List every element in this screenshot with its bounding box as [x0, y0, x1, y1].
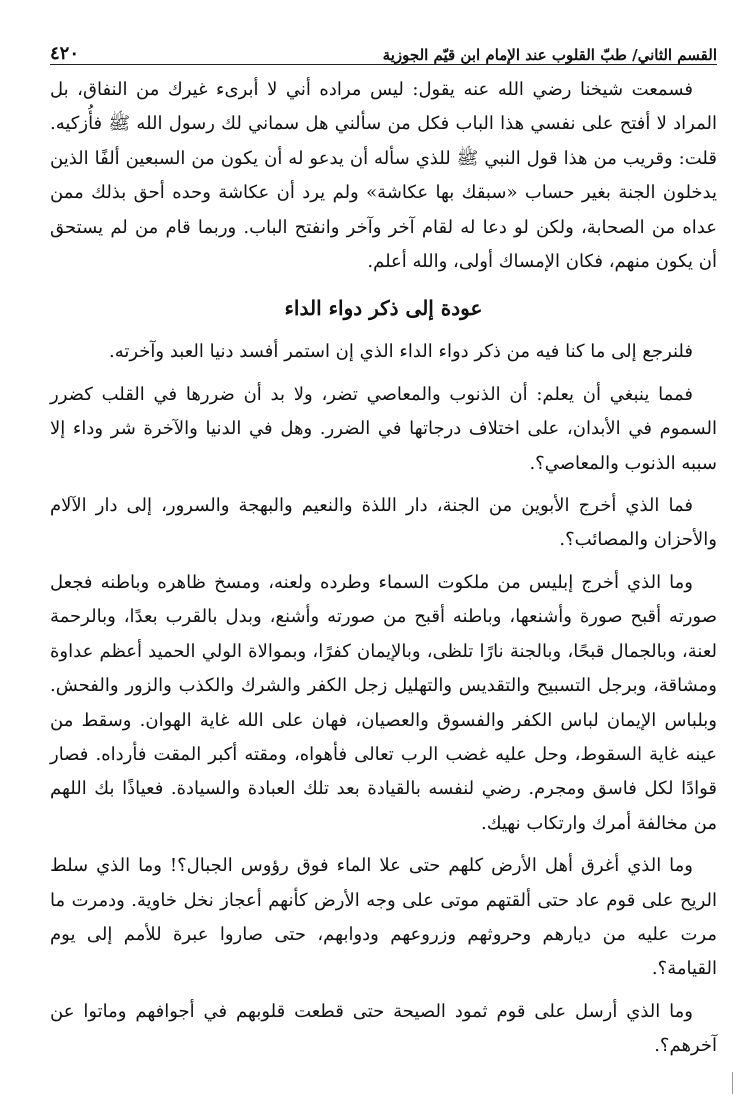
paragraph: فلنرجع إلى ما كنا فيه من ذكر دواء الداء الذي إن استمر أفسد دنيا العبد وآخرته.	[108, 341, 693, 363]
section-heading: عودة إلى ذكر دواء الداء	[284, 296, 483, 321]
page-body	[50, 73, 717, 1064]
paragraph: وما الذي أرسل على قوم ثمود الصيحة حتى قطعت قلوبهم في أجوافهم وماتوا عن آخرهم؟.	[50, 1000, 717, 1057]
page-number: ٤٢٠	[50, 43, 80, 64]
paragraph: وما الذي أغرق أهل الأرض كلهم حتى علا الماء فوق رؤوس الجبال؟! وما الذي سلط الريح على قوم عاد حتى ألقتهم موتى على وجه الأرض كأنهم أعجاز نخل خاوية. ودمرت ما مرت عليه من ديارهم وحروثهم وزروعهم ودوابهم، حتى صاروا عبرة للأمم إلى يوم القيامة؟.	[50, 855, 717, 980]
paragraph-intro: فسمعت شيخنا رضي الله عنه يقول: ليس مراده أني لا أبرىء غيرك من النفاق، بل المراد لا أفتح على نفسي هذا الباب فكل من سألني هل سماني لك رسول الله ﷺ فأُزكيه. قلت: وقريب من هذا قول النبي ﷺ للذي سأله أن يدعو له أن يكون من السبعين ألفًا الذين يدخلون الجنة بغير حساب «سبقك بها عكاشة» ولم يرد أن عكاشة وحده أحق بذلك ممن عداه من الصحابة، ولكن لو دعا له لقام آخر وآخر وانفتح الباب. وربما قام من لم يستحق أن يكون منهم، فكان الإمساك أولى، والله أعلم.	[50, 79, 717, 273]
paragraph: فمما ينبغي أن يعلم: أن الذنوب والمعاصي تضر، ولا بد أن ضررها في القلب كضرر السموم في الأبدان، على اختلاف درجاتها في الضرر. وهل في الدنيا والآخرة شر وداء إلا سببه الذنوب والمعاصي؟.	[50, 383, 717, 474]
page-edge-mark	[732, 1072, 733, 1094]
paragraph: فما الذي أخرج الأبوين من الجنة، دار اللذة والنعيم والبهجة والسرور، إلى دار الآلام والأحزان والمصائب؟.	[50, 495, 717, 551]
running-title: القسم الثاني/ طبّ القلوب عند الإمام ابن قيّم الجوزية	[382, 46, 717, 64]
paragraph: وما الذي أخرج إبليس من ملكوت السماء وطرده ولعنه، ومسخ ظاهره وباطنه فجعل صورته أقبح صورة وأشنعها، وباطنه أقبح من صورته وأشنع، وبدل بالقرب بعدًا، وبالرحمة لعنة، وبالجمال قبحًا، وبالجنة نارًا تلظى، وبالإيمان كفرًا، وبموالاة الولي الحميد أعظم عداوة ومشاقة، وبرجل التسبيح والتقديس والتهليل زجل الكفر والشرك والكذب والزور والفحش. وبلباس الإيمان لباس الكفر والفسوق والعصيان، فهان على الله غاية الهوان. وسقط من عينه غاية السقوط، وحل عليه غضب الرب تعالى فأهواه، ومقته أكبر المقت فأرداه. فصار قوادًا لكل فاسق ومجرم. رضي لنفسه بالقيادة بعد تلك العبادة والسيادة. فعياذًا بك اللهم من مخالفة أمرك وارتكاب نهيك.	[50, 571, 717, 834]
running-header	[50, 0, 717, 65]
